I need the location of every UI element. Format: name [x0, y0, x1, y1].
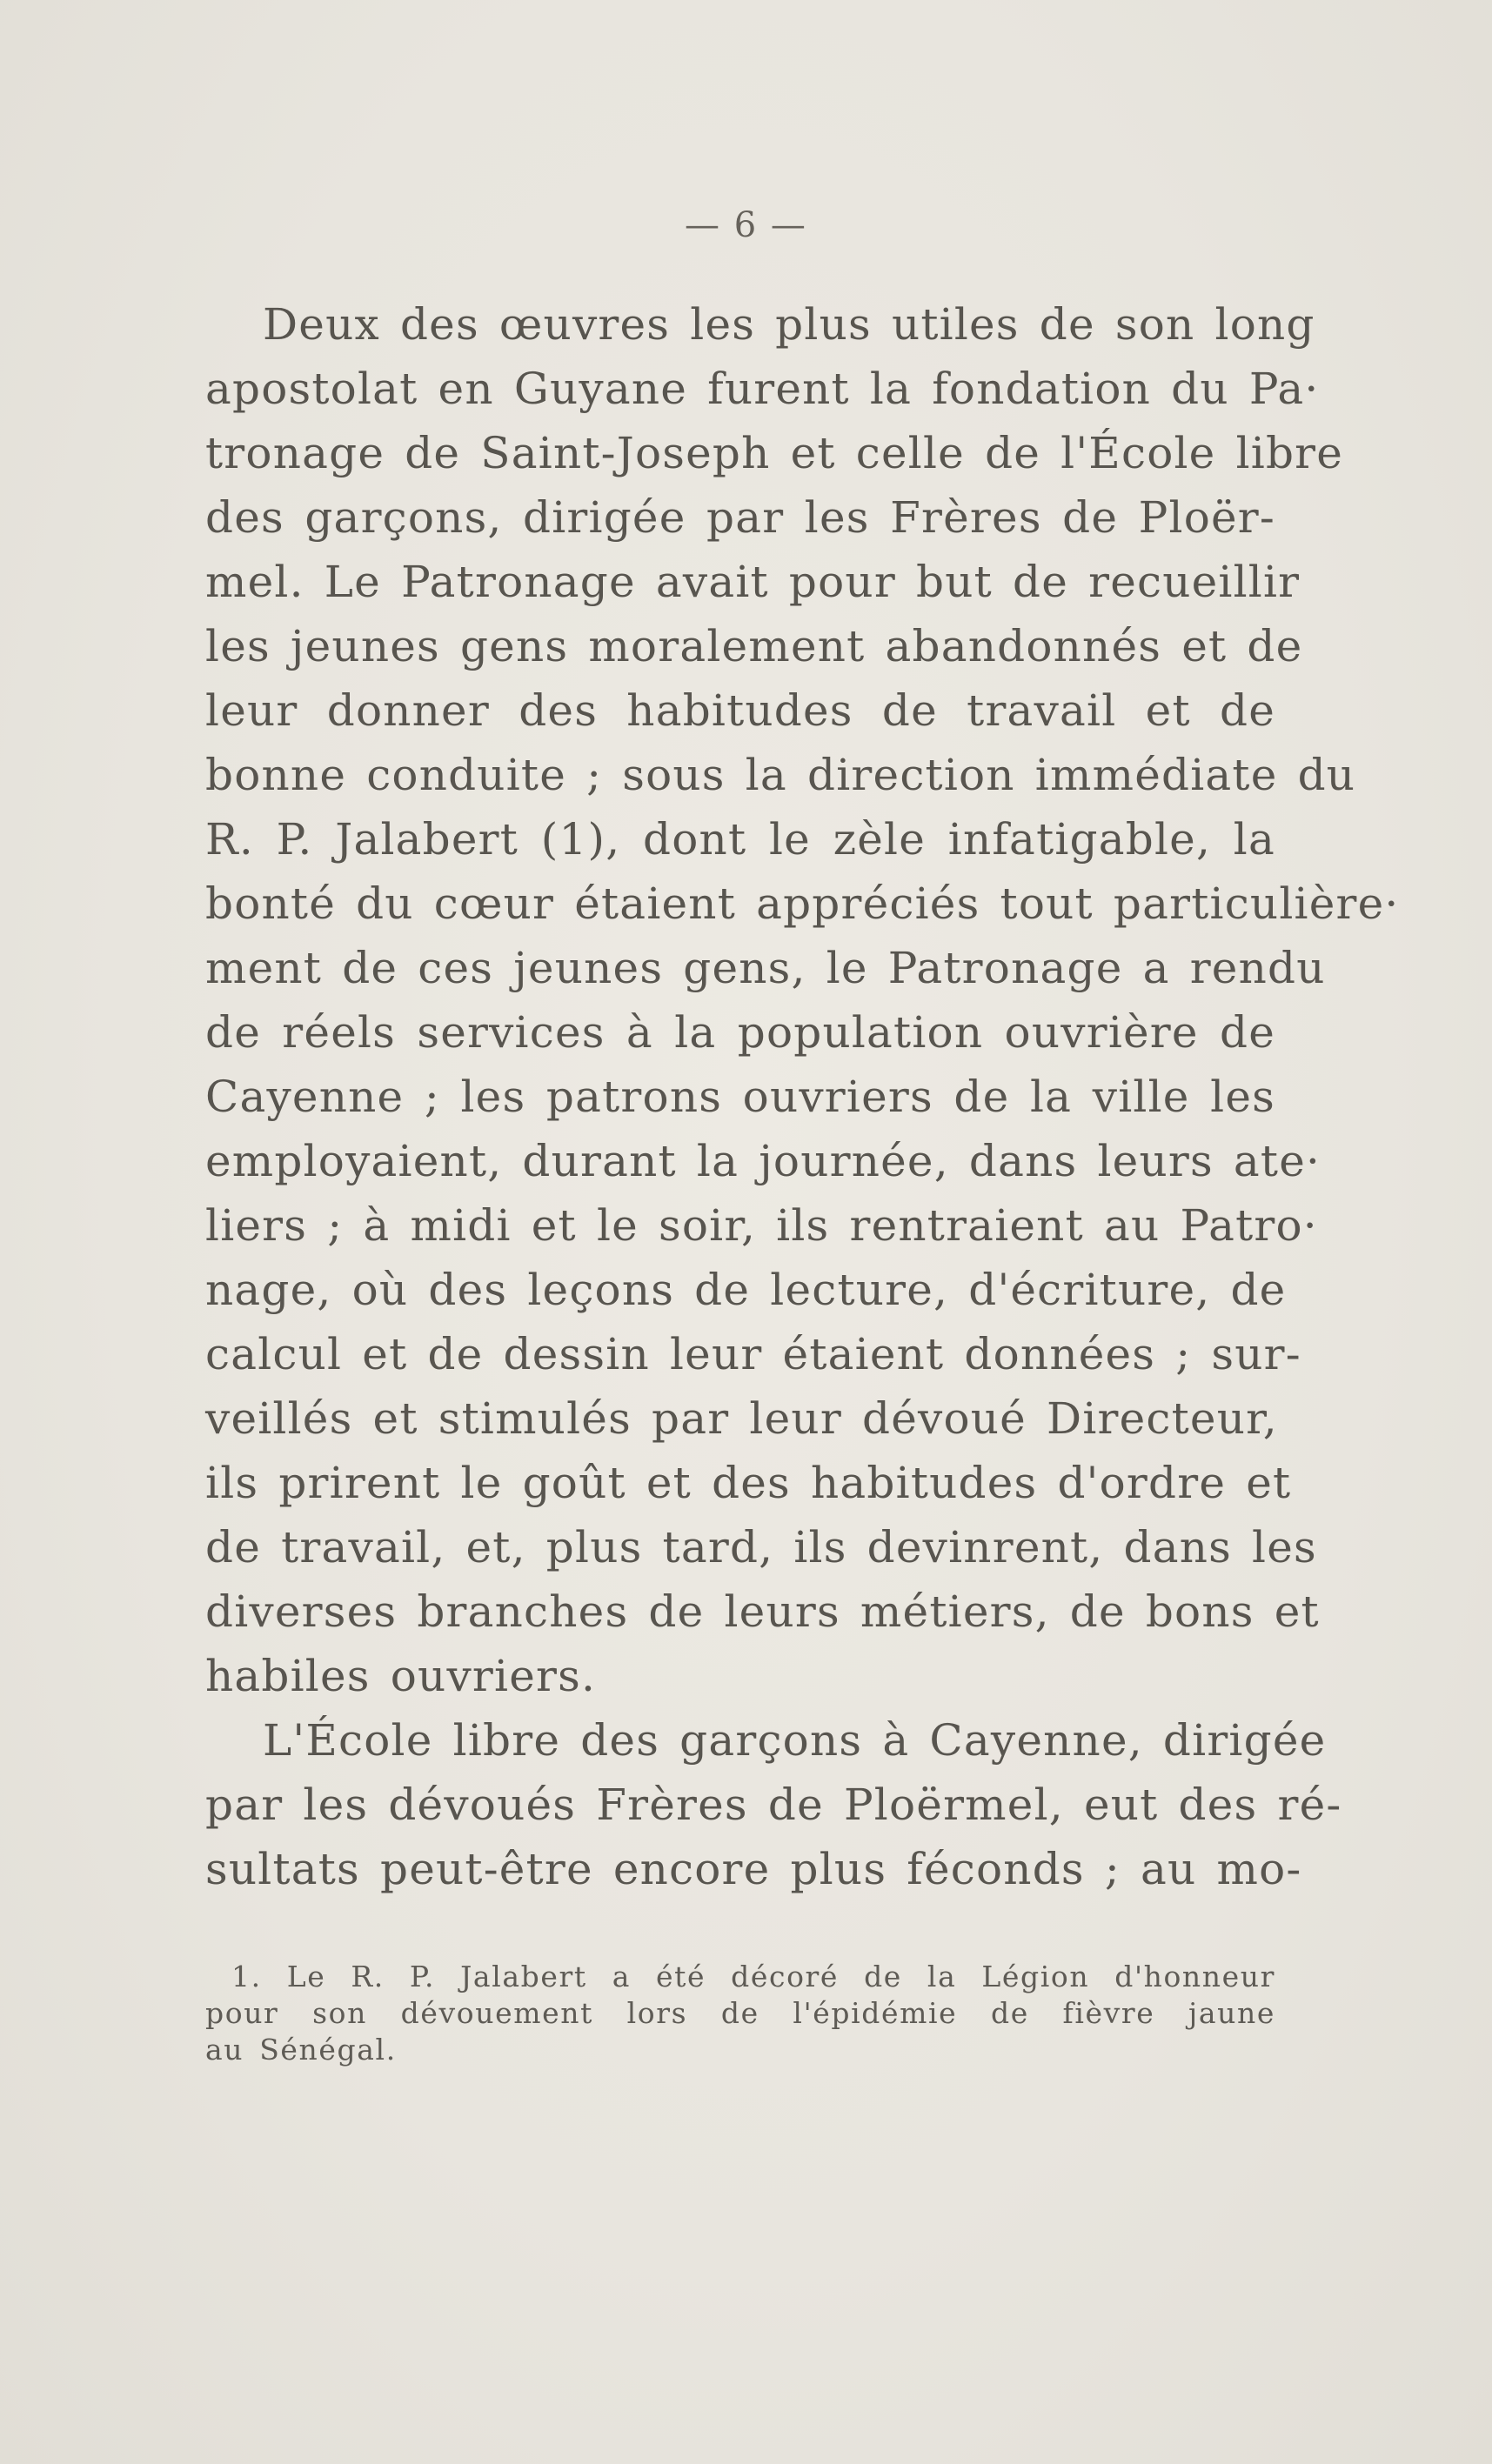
footnote [205, 1959, 1275, 2068]
text-line: liers ; à midi et le soir, ils rentraient au Patro· [205, 1200, 1318, 1251]
text-line: employaient, durant la journée, dans leurs ate· [205, 1136, 1321, 1186]
text-line: Deux des œuvres les plus utiles de son long [263, 299, 1315, 350]
text-line: leur donner des habitudes de travail et de [205, 685, 1275, 736]
text-line: bonté du cœur étaient appréciés tout particulière· [205, 878, 1400, 929]
page-number: — 6 — [685, 205, 807, 245]
text-line: de réels services à la population ouvrière de [205, 1007, 1275, 1058]
text-line: apostolat en Guyane furent la fondation du Pa· [205, 364, 1320, 414]
text-line: sultats peut-être encore plus féconds ; au mo- [205, 1844, 1302, 1894]
main-text [205, 292, 1400, 1901]
text-line: par les dévoués Frères de Ploërmel, eut des ré- [205, 1780, 1342, 1830]
text-line: habiles ouvriers. [205, 1651, 597, 1701]
footnote-line: 1. Le R. P. Jalabert a été décoré de la Légion d'honneur [231, 1960, 1275, 1993]
text-line: Cayenne ; les patrons ouvriers de la ville les [205, 1072, 1275, 1122]
text-line: ils prirent le goût et des habitudes d'ordre et [205, 1458, 1292, 1508]
text-line: tronage de Saint-Joseph et celle de l'École libre [205, 428, 1344, 478]
text-line: calcul et de dessin leur étaient données ; sur- [205, 1329, 1301, 1379]
text-line: nage, où des leçons de lecture, d'écriture, de [205, 1265, 1287, 1315]
text-line: les jeunes gens moralement abandonnés et de [205, 621, 1303, 671]
text-line: des garçons, dirigée par les Frères de Ploër- [205, 492, 1275, 543]
text-line: de travail, et, plus tard, ils devinrent, dans les [205, 1522, 1317, 1573]
text-line: ment de ces jeunes gens, le Patronage a rendu [205, 943, 1326, 993]
text-line: mel. Le Patronage avait pour but de recueillir [205, 557, 1301, 607]
text-line: L'École libre des garçons à Cayenne, dirigée [263, 1715, 1327, 1766]
text-line: veillés et stimulés par leur dévoué Directeur, [205, 1393, 1278, 1444]
text-line: R. P. Jalabert (1), dont le zèle infatigable, la [205, 814, 1275, 865]
footnote-line: au Sénégal. [205, 2033, 397, 2067]
text-line: diverses branches de leurs métiers, de bons et [205, 1586, 1320, 1637]
text-line: bonne conduite ; sous la direction immédiate du [205, 750, 1356, 800]
footnote-line: pour son dévouement lors de l'épidémie de fièvre jaune [205, 1996, 1275, 2030]
